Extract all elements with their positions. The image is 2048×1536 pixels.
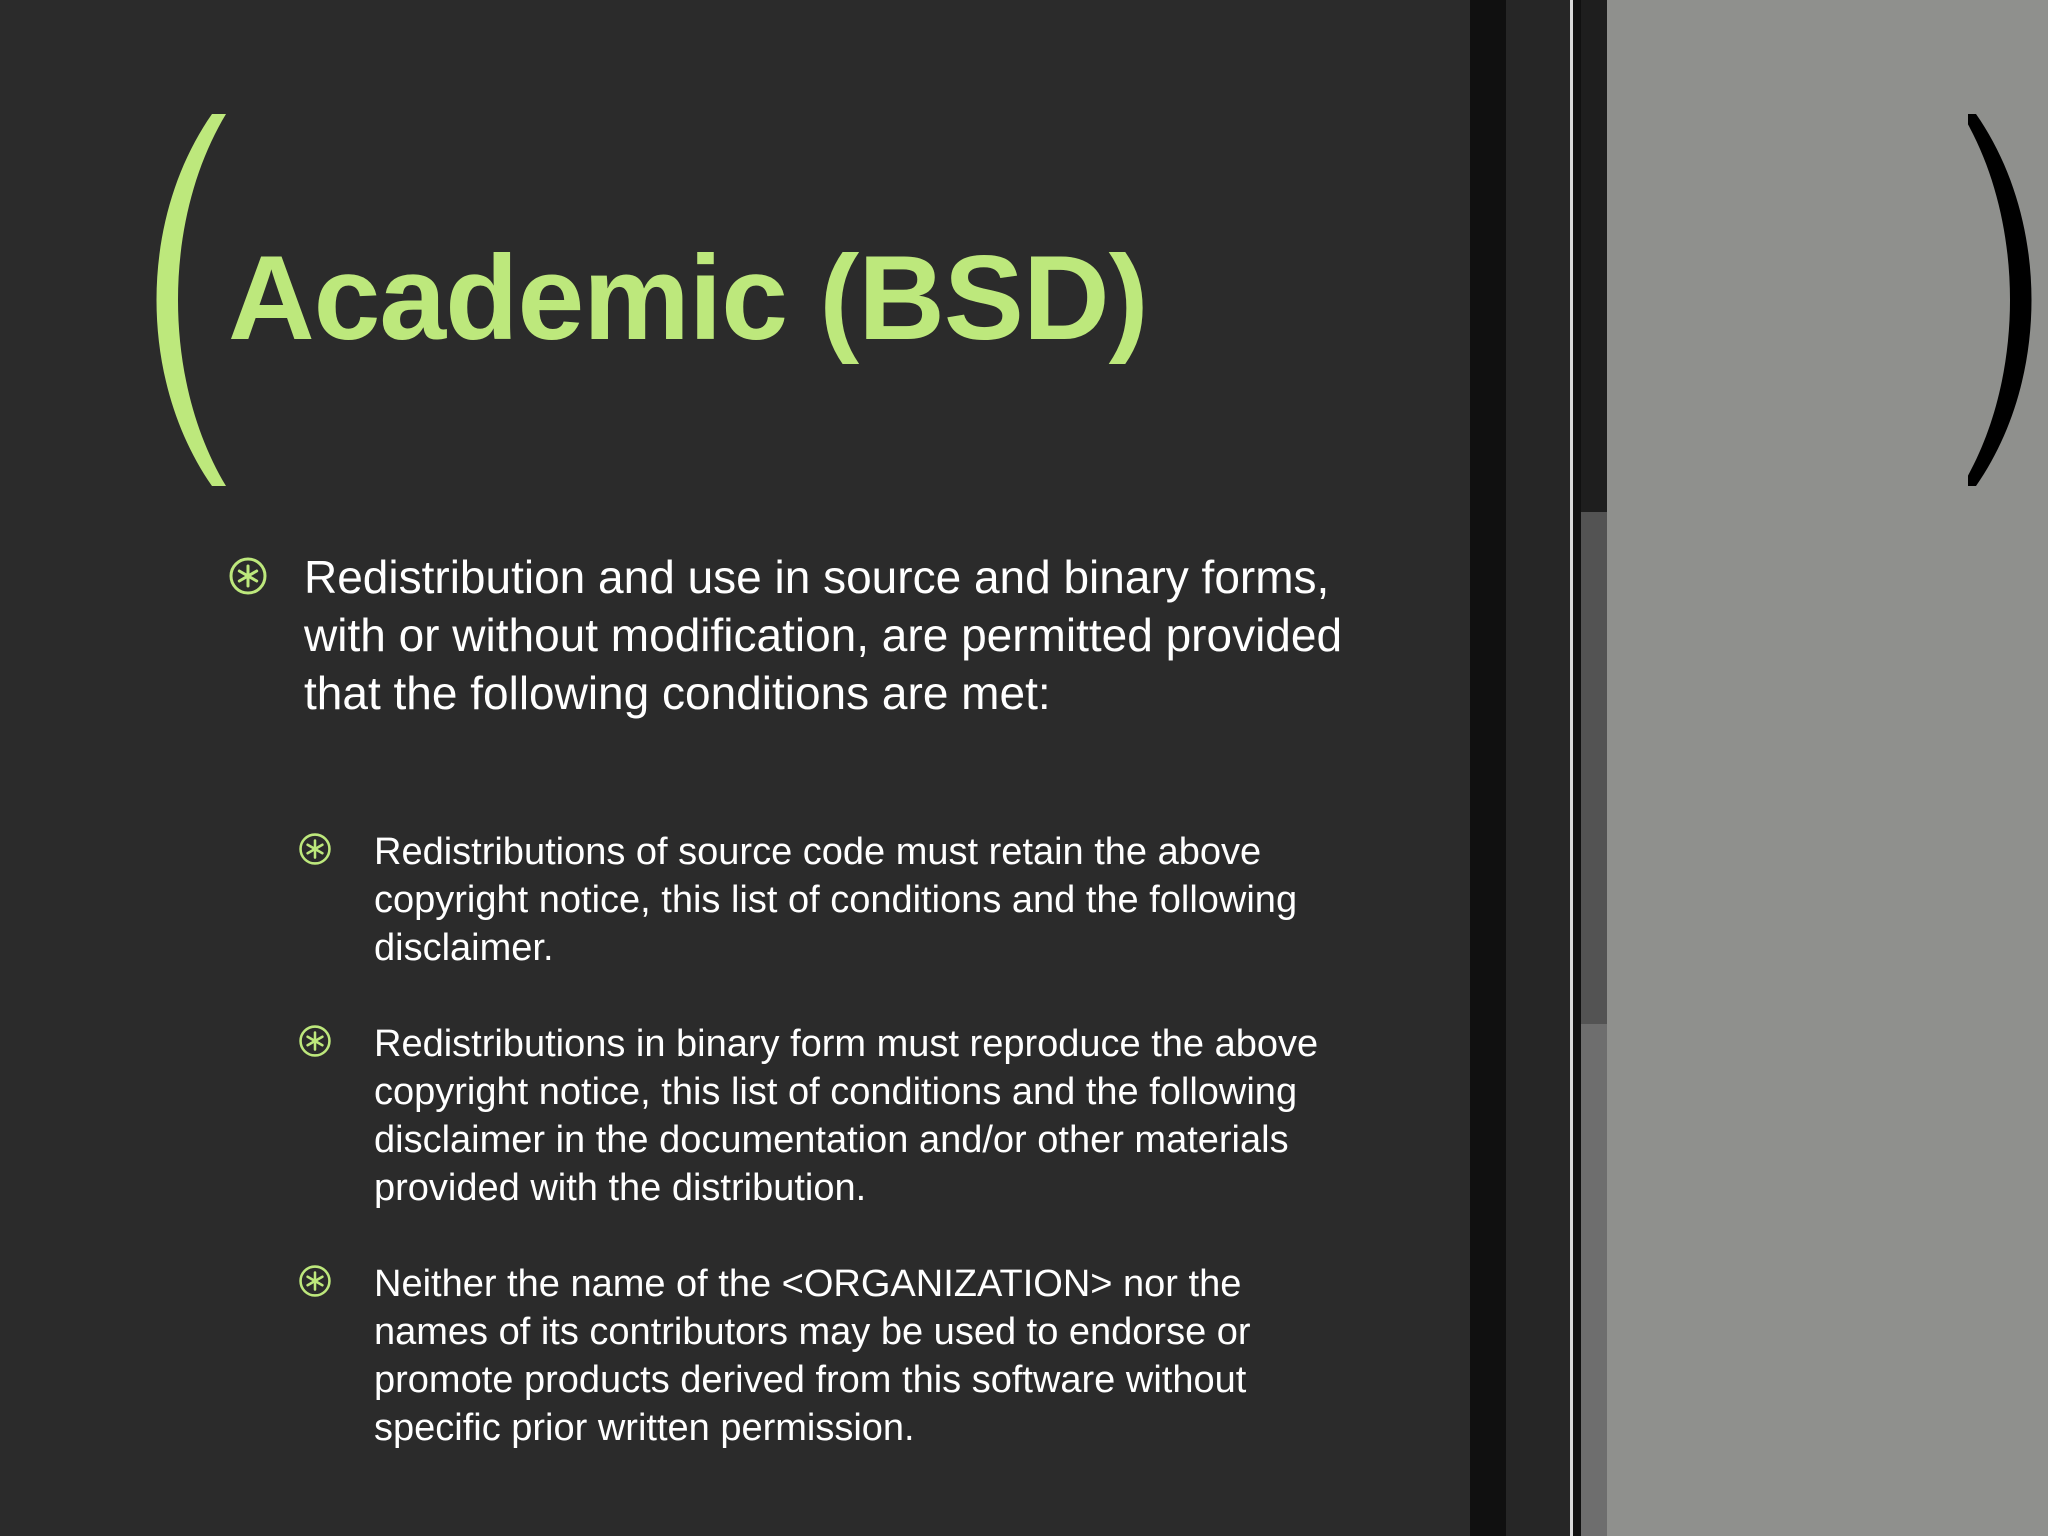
scrollbar-segment[interactable] (1581, 1024, 1607, 1536)
right-parenthesis-icon (1968, 110, 2048, 490)
list-item (228, 548, 1348, 722)
asterisk-circle-icon (228, 556, 268, 596)
list-item (298, 828, 1348, 972)
divider-stripe (1573, 0, 1581, 1536)
slide-title: Academic (BSD) (228, 231, 1148, 365)
asterisk-circle-icon (298, 832, 332, 866)
sub-bullet-text: Redistributions in binary form must reproduce the above copyright notice, this list of conditions and the following disclaimer in the documentation and/or other materials provided with the distribution. (374, 1023, 1319, 1209)
scrollbar-segment[interactable] (1581, 512, 1607, 1024)
bullet-text: Redistribution and use in source and binary forms, with or without modification, are permitted provided that the following conditions are met: (304, 551, 1343, 719)
divider-stripe (1506, 0, 1570, 1536)
divider-stripe (1470, 0, 1506, 1536)
sub-bullet-text: Redistributions of source code must retain the above copyright notice, this list of conditions and the following disclaimer. (374, 831, 1298, 969)
list-item (298, 1260, 1348, 1452)
asterisk-circle-icon (298, 1024, 332, 1058)
asterisk-circle-icon (298, 1264, 332, 1298)
sub-bullet-text: Neither the name of the <ORGANIZATION> nor the names of its contributors may be used to endorse or promote products derived from this software without specific prior written permission. (374, 1263, 1251, 1449)
list-item (298, 1020, 1348, 1212)
